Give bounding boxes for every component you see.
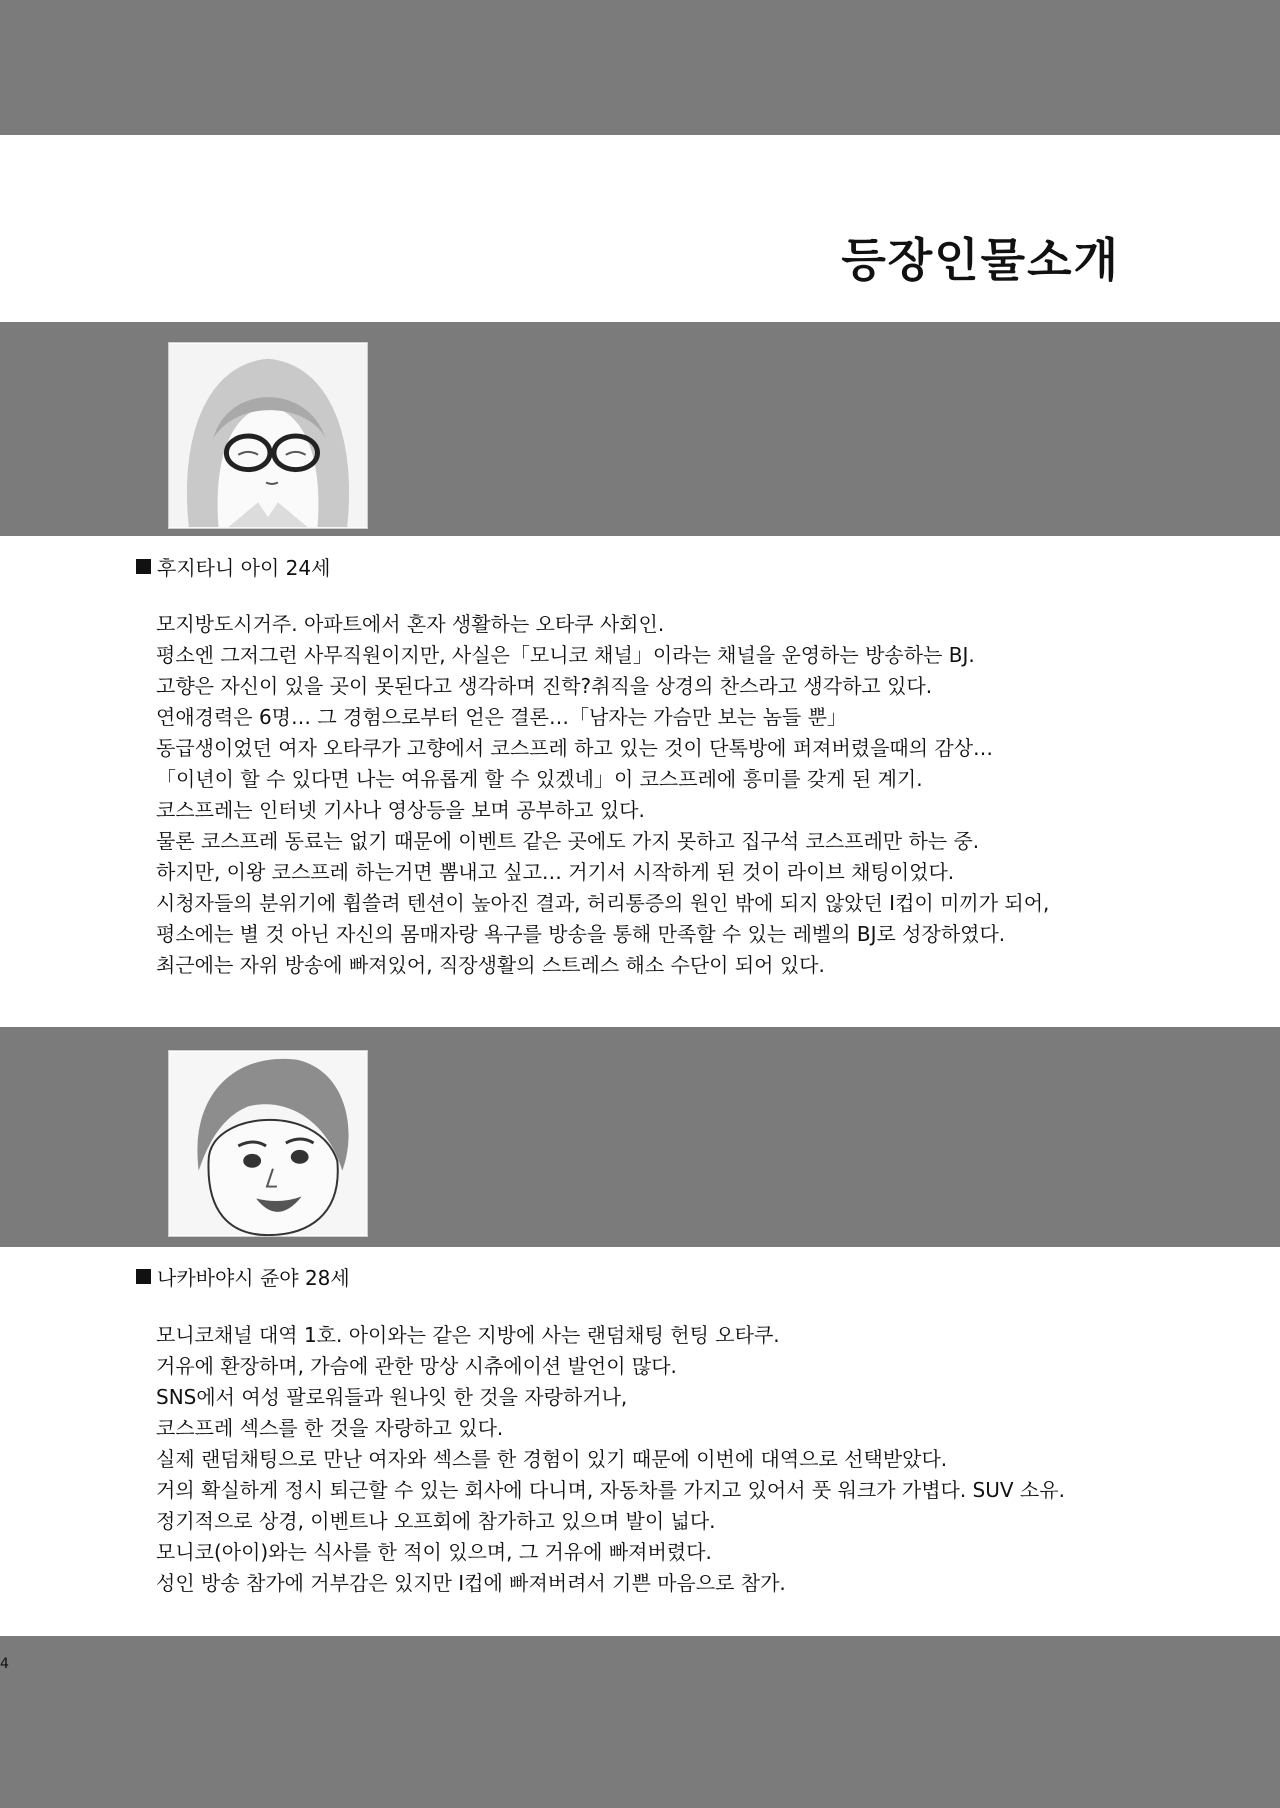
description-line: 동급생이었던 여자 오타쿠가 고향에서 코스프레 하고 있는 것이 단톡방에 퍼져버렸을때의 감상… [156, 736, 994, 760]
character-1-description [156, 609, 1166, 981]
description-line: 거의 확실하게 정시 퇴근할 수 있는 회사에 다니며, 자동차를 가지고 있어서 풋 워크가 가볍다. SUV 소유. [156, 1478, 1065, 1502]
young-man-illustration [169, 1051, 367, 1236]
character-2-name [136, 1262, 350, 1291]
character-1-portrait [168, 342, 368, 529]
description-line: 모니코채널 대역 1호. 아이와는 같은 지방에 사는 랜덤채팅 헌팅 오타쿠. [156, 1323, 780, 1347]
description-line: 코스프레 섹스를 한 것을 자랑하고 있다. [156, 1416, 504, 1440]
description-line: 평소에는 별 것 아닌 자신의 몸매자랑 욕구를 방송을 통해 만족할 수 있는 레벨의 BJ로 성장하였다. [156, 922, 1006, 946]
description-line: 모지방도시거주. 아파트에서 혼자 생활하는 오타쿠 사회인. [156, 612, 665, 636]
description-line: 하지만, 이왕 코스프레 하는거면 뽐내고 싶고… 거기서 시작하게 된 것이 라이브 채팅이었다. [156, 860, 955, 884]
description-line: 거유에 환장하며, 가슴에 관한 망상 시츄에이션 발언이 많다. [156, 1354, 677, 1378]
description-line: 최근에는 자위 방송에 빠져있어, 직장생활의 스트레스 해소 수단이 되어 있다. [156, 953, 825, 977]
character-2-name-text: 나카바야시 쥰야 28세 [157, 1266, 350, 1290]
description-line: 평소엔 그저그런 사무직원이지만, 사실은「모니코 채널」이라는 채널을 운영하는 방송하는 BJ. [156, 643, 975, 667]
description-line: 물론 코스프레 동료는 없기 때문에 이벤트 같은 곳에도 가지 못하고 집구석 코스프레만 하는 중. [156, 829, 980, 853]
description-line: 코스프레는 인터넷 기사나 영상등을 보며 공부하고 있다. [156, 798, 645, 822]
page-title: 등장인물소개 [841, 233, 1120, 287]
woman-with-glasses-illustration [169, 343, 367, 528]
description-line: 성인 방송 참가에 거부감은 있지만 I컵에 빠져버려서 기쁜 마음으로 참가. [156, 1571, 786, 1595]
character-1-name [136, 552, 330, 581]
description-line: 정기적으로 상경, 이벤트나 오프회에 참가하고 있으며 발이 넓다. [156, 1509, 716, 1533]
description-line: 고향은 자신이 있을 곳이 못된다고 생각하며 진학?취직을 상경의 찬스라고 생각하고 있다. [156, 674, 933, 698]
description-line: 시청자들의 분위기에 휩쓸려 텐션이 높아진 결과, 허리통증의 원인 밖에 되지 않았던 I컵이 미끼가 되어, [156, 891, 1050, 915]
character-2-portrait [168, 1050, 368, 1237]
description-line: 연애경력은 6명… 그 경험으로부터 얻은 결론…「남자는 가슴만 보는 놈들 뿐」 [156, 705, 847, 729]
character-1-name-text: 후지타니 아이 24세 [157, 556, 331, 580]
description-line: 모니코(아이)와는 식사를 한 적이 있으며, 그 거유에 빠져버렸다. [156, 1540, 712, 1564]
description-line: 실제 랜덤채팅으로 만난 여자와 섹스를 한 경험이 있기 때문에 이번에 대역으로 선택받았다. [156, 1447, 948, 1471]
page-number: 4 [0, 1656, 9, 1672]
black-square-icon [136, 1269, 151, 1284]
character-2-description [156, 1320, 1166, 1599]
black-square-icon [136, 559, 151, 574]
header-band [0, 0, 1280, 135]
footer-band [0, 1636, 1280, 1808]
description-line: SNS에서 여성 팔로워들과 원나잇 한 것을 자랑하거나, [156, 1385, 628, 1409]
description-line: 「이년이 할 수 있다면 나는 여유롭게 할 수 있겠네」이 코스프레에 흥미를 갖게 된 계기. [156, 767, 923, 791]
